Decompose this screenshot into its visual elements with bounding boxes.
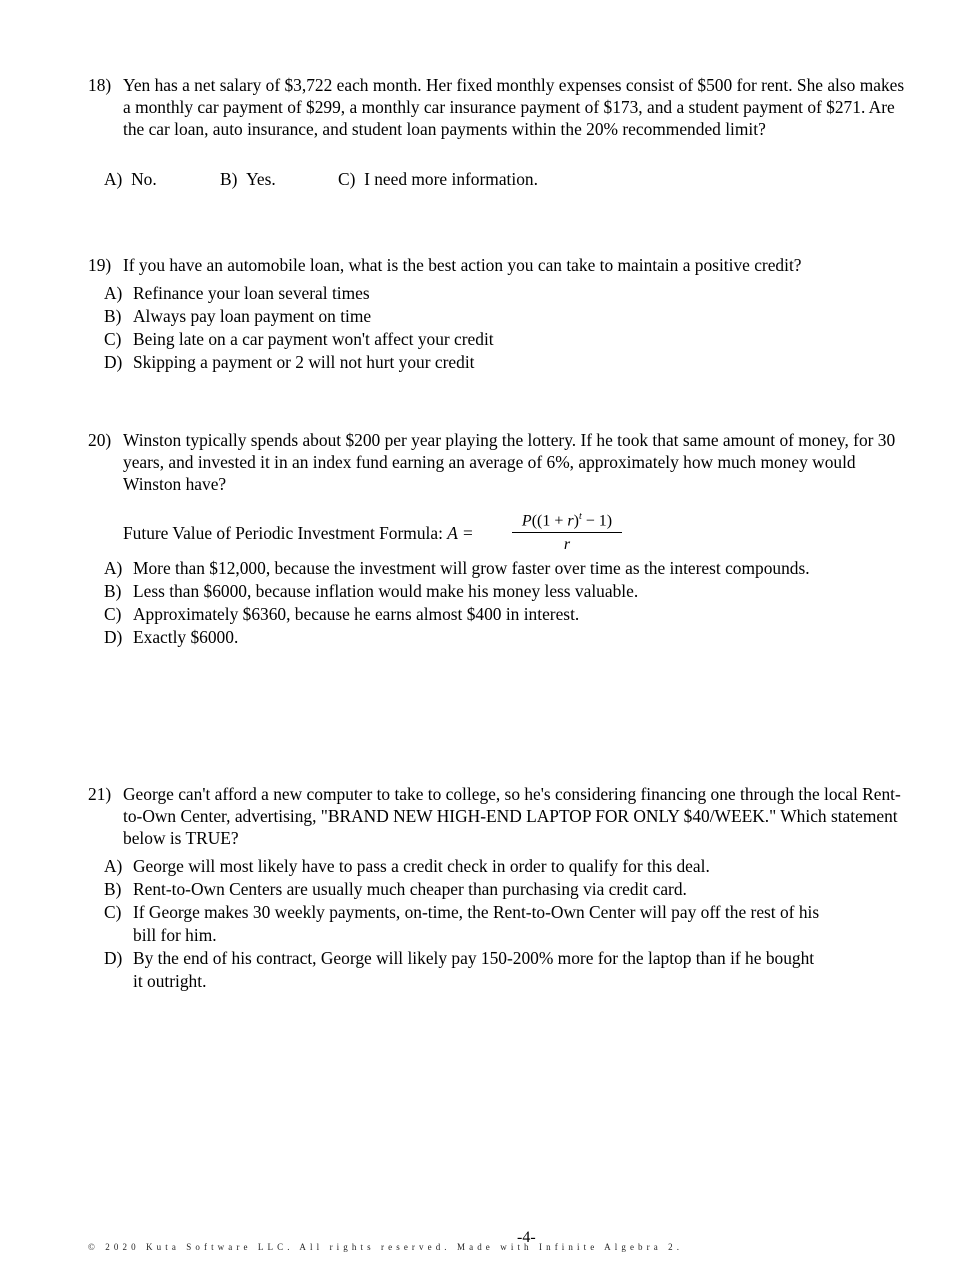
choice-text: George will most likely have to pass a credit check in order to qualify for this deal. — [133, 856, 710, 876]
question-text: George can't afford a new computer to take to college, so he's considering financing one through the local Rent-to-Own Center, advertising, "BRAND NEW HIGH-END LAPTOP FOR ONLY $40/WEEK." Which statement below is TRUE? — [123, 784, 901, 848]
choice-letter: D) — [104, 352, 123, 372]
choice-d[interactable] — [104, 947, 823, 993]
choice-letter: B) — [104, 879, 122, 899]
question-number: 20) — [88, 430, 112, 450]
question-text: Yen has a net salary of $3,722 each month. Her fixed monthly expenses consist of $500 for rent. She also makes a monthly car payment of $299, a monthly car insurance payment of $173, and a student payment of $271. Are the car loan, auto insurance, and student loan payments within the 20% recommended limit? — [123, 75, 905, 139]
choice-a[interactable] — [104, 855, 823, 878]
choice-a[interactable] — [104, 168, 220, 190]
choice-c[interactable] — [104, 901, 823, 947]
choice-text: Approximately $6360, because he earns almost $400 in interest. — [133, 604, 580, 624]
choice-b[interactable] — [104, 305, 908, 328]
answer-choices — [104, 282, 908, 374]
question-19 — [88, 254, 908, 374]
formula-numerator: $P((1 + r)^t - 1)$ — [521, 511, 613, 530]
choice-letter: A) — [104, 558, 123, 578]
choice-letter: D) — [104, 948, 123, 968]
choice-text: No. — [131, 169, 157, 189]
question-number: 19) — [88, 255, 112, 275]
choice-letter: C) — [104, 902, 122, 922]
question-21 — [88, 783, 908, 993]
formula-label — [123, 522, 474, 544]
choice-letter: A) — [104, 169, 123, 189]
choice-b[interactable] — [104, 580, 908, 603]
formula-label-text: Future Value of Periodic Investment Formula: — [123, 523, 443, 543]
formula — [123, 501, 908, 555]
choice-letter: C) — [104, 329, 122, 349]
question-20-stem — [88, 429, 908, 495]
choice-c[interactable] — [104, 603, 908, 626]
choice-text: Rent-to-Own Centers are usually much cheaper than purchasing via credit card. — [133, 879, 687, 899]
question-text: Winston typically spends about $200 per year playing the lottery. If he took that same amount of money, for 30 years, and invested it in an index fund earning an average of 6%, approximately how much money would Winston have? — [123, 430, 896, 494]
choice-letter: C) — [338, 169, 356, 189]
answer-choices — [104, 168, 908, 190]
choice-d[interactable] — [104, 626, 908, 649]
choice-text: Yes. — [246, 169, 276, 189]
question-number: 18) — [88, 75, 112, 95]
choice-text: Refinance your loan several times — [133, 283, 370, 303]
choice-text: More than $12,000, because the investment will grow faster over time as the interest compounds. — [133, 558, 810, 578]
choice-b[interactable] — [220, 168, 338, 190]
choice-letter: A) — [104, 283, 123, 303]
page-number: -4- — [517, 1229, 536, 1246]
question-text: If you have an automobile loan, what is the best action you can take to maintain a positive credit? — [123, 255, 802, 275]
question-20 — [88, 429, 908, 649]
choice-a[interactable] — [104, 282, 908, 305]
copyright-footer: © 2020 Kuta Software LLC. All rights reserved. Made with Infinite Algebra 2. — [88, 1242, 684, 1252]
question-18-stem — [88, 74, 908, 140]
choice-text: If George makes 30 weekly payments, on-time, the Rent-to-Own Center will pay off the rest of his bill for him. — [133, 902, 820, 945]
formula-denominator: r — [563, 536, 571, 553]
answer-choices — [104, 557, 908, 649]
choice-letter: B) — [104, 306, 122, 326]
choice-d[interactable] — [104, 351, 908, 374]
choice-text: Being late on a car payment won't affect your credit — [133, 329, 494, 349]
choice-text: Less than $6000, because inflation would make his money less valuable. — [133, 581, 639, 601]
formula-lhs: A = — [447, 523, 474, 543]
question-19-stem — [88, 254, 908, 276]
choice-text: Always pay loan payment on time — [133, 306, 372, 326]
question-21-stem — [88, 783, 908, 849]
choice-a[interactable] — [104, 557, 823, 580]
choice-letter: B) — [220, 169, 238, 189]
choice-text: Exactly $6000. — [133, 627, 239, 647]
fraction-bar — [512, 532, 622, 533]
question-18 — [88, 74, 908, 190]
choice-letter: C) — [104, 604, 122, 624]
choice-letter: A) — [104, 856, 123, 876]
choice-text: By the end of his contract, George will likely pay 150-200% more for the laptop than if he bought it outright. — [133, 948, 815, 991]
choice-text: Skipping a payment or 2 will not hurt your credit — [133, 352, 475, 372]
answer-choices — [104, 855, 908, 993]
choice-letter: B) — [104, 581, 122, 601]
question-number: 21) — [88, 784, 112, 804]
choice-b[interactable] — [104, 878, 823, 901]
choice-c[interactable] — [104, 328, 908, 351]
choice-letter: D) — [104, 627, 123, 647]
choice-c[interactable] — [338, 168, 538, 190]
choice-text: I need more information. — [364, 169, 538, 189]
